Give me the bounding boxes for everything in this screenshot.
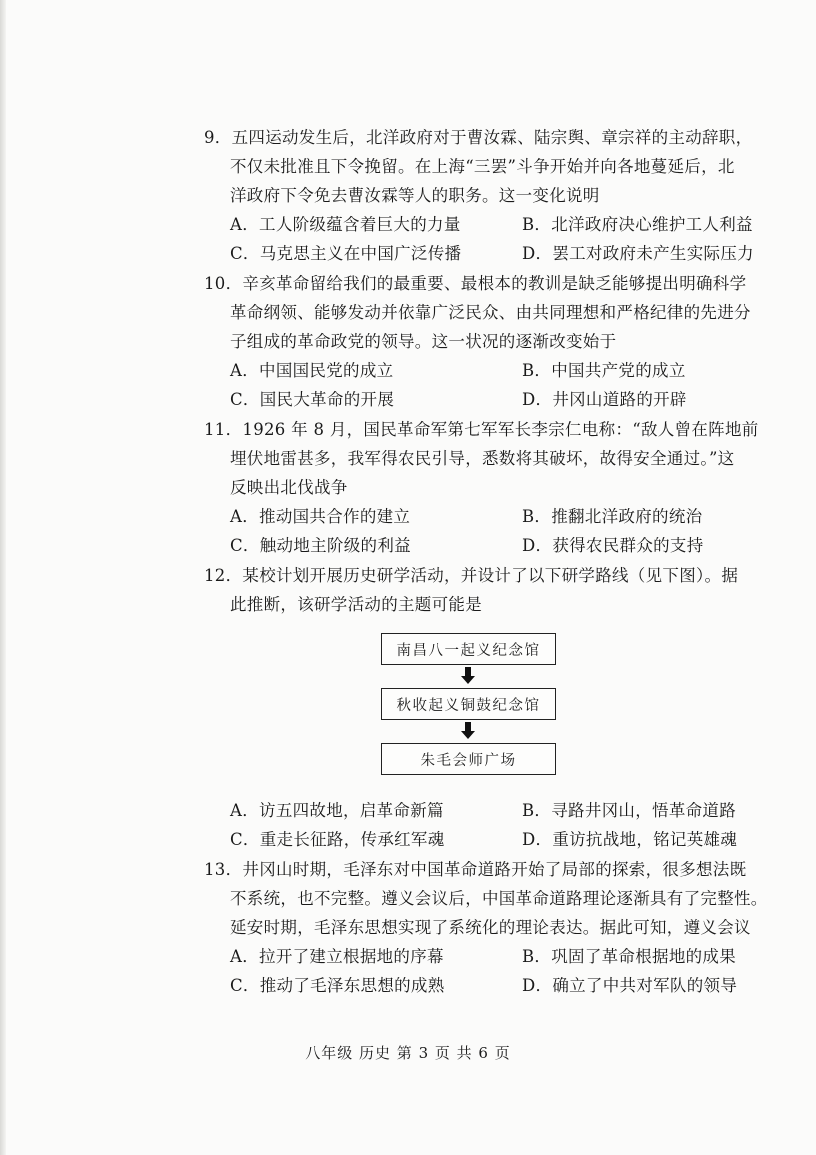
route-box-tonggu [381, 688, 556, 720]
route-box-nanchang [381, 633, 556, 665]
question-13-line-3: 延安时期，毛泽东思想实现了系统化的理论表达。据此可知，遵义会议 [230, 918, 751, 937]
question-9-option-d: D．罢工对政府未产生实际压力 [522, 244, 754, 263]
question-13-option-d: D．确立了中共对军队的领导 [522, 976, 738, 995]
question-11-option-d: D．获得农民群众的支持 [522, 536, 704, 555]
question-13-line-2: 不系统，也不完整。遵义会议后，中国革命道路理论逐渐具有了完整性。 [230, 889, 768, 908]
question-13-option-b: B．巩固了革命根据地的成果 [522, 947, 737, 966]
question-12-line-2: 此推断，该研学活动的主题可能是 [230, 595, 482, 614]
question-9-option-b: B．北洋政府决心维护工人利益 [522, 215, 753, 234]
question-12-line-1: 12．某校计划开展历史研学活动，并设计了以下研学路线（见下图）。据 [204, 566, 739, 585]
question-9-line-1: 9．五四运动发生后，北洋政府对于曹汝霖、陆宗舆、章宗祥的主动辞职， [204, 128, 753, 147]
question-11-line-1: 11．1926 年 8 月，国民革命军第七军军长李宗仁电称：“敌人曾在阵地前 [204, 420, 759, 439]
question-10-option-c: C．国民大革命的开展 [230, 390, 395, 409]
question-10-line-3: 子组成的革命政党的领导。这一状况的逐渐改变始于 [230, 332, 617, 351]
route-box-label: 朱毛会师广场 [420, 752, 517, 769]
route-box-label: 秋收起义铜鼓纪念馆 [396, 697, 541, 714]
route-box-zhumao [381, 743, 556, 775]
question-11-line-2: 埋伏地雷甚多，我军得农民引导，悉数将其破坏，故得安全通过。”这 [230, 449, 735, 468]
question-13-line-1: 13．井冈山时期，毛泽东对中国革命道路开始了局部的探索，很多想法既 [204, 860, 747, 879]
question-12-option-a: A．访五四故地，启革命新篇 [230, 801, 444, 820]
question-9-option-a: A．工人阶级蕴含着巨大的力量 [230, 215, 461, 234]
route-box-label: 南昌八一起义纪念馆 [396, 642, 541, 659]
question-13-option-a: A．拉开了建立根据地的序幕 [230, 947, 444, 966]
question-9-option-c: C．马克思主义在中国广泛传播 [230, 244, 462, 263]
question-12-option-b: B．寻路井冈山，悟革命道路 [522, 801, 737, 820]
question-11-option-b: B．推翻北洋政府的统治 [522, 507, 703, 526]
question-10-line-1: 10．辛亥革命留给我们的最重要、最根本的教训是缺乏能够提出明确科学 [204, 274, 747, 293]
question-10-option-b: B．中国共产党的成立 [522, 361, 686, 380]
question-13-option-c: C．推动了毛泽东思想的成熟 [230, 976, 445, 995]
question-9-line-3: 洋政府下令免去曹汝霖等人的职务。这一变化说明 [230, 186, 600, 205]
question-9-line-2: 不仅未批准且下令挽留。在上海“三罢”斗争开始并向各地蔓延后，北 [230, 157, 735, 176]
question-12-option-d: D．重访抗战地，铭记英雄魂 [522, 830, 738, 849]
question-10-line-2: 革命纲领、能够发动并依靠广泛民众、由共同理想和严格纪律的先进分 [230, 303, 751, 322]
question-11-option-c: C．触动地主阶级的利益 [230, 536, 411, 555]
question-11-line-3: 反映出北伐战争 [230, 478, 348, 497]
question-11-option-a: A．推动国共合作的建立 [230, 507, 411, 526]
question-10-option-a: A．中国国民党的成立 [230, 361, 394, 380]
question-12-option-c: C．重走长征路，传承红军魂 [230, 830, 445, 849]
question-10-option-d: D．井冈山道路的开辟 [522, 390, 687, 409]
page-footer: 八年级 历史 第 3 页 共 6 页 [305, 1044, 511, 1062]
